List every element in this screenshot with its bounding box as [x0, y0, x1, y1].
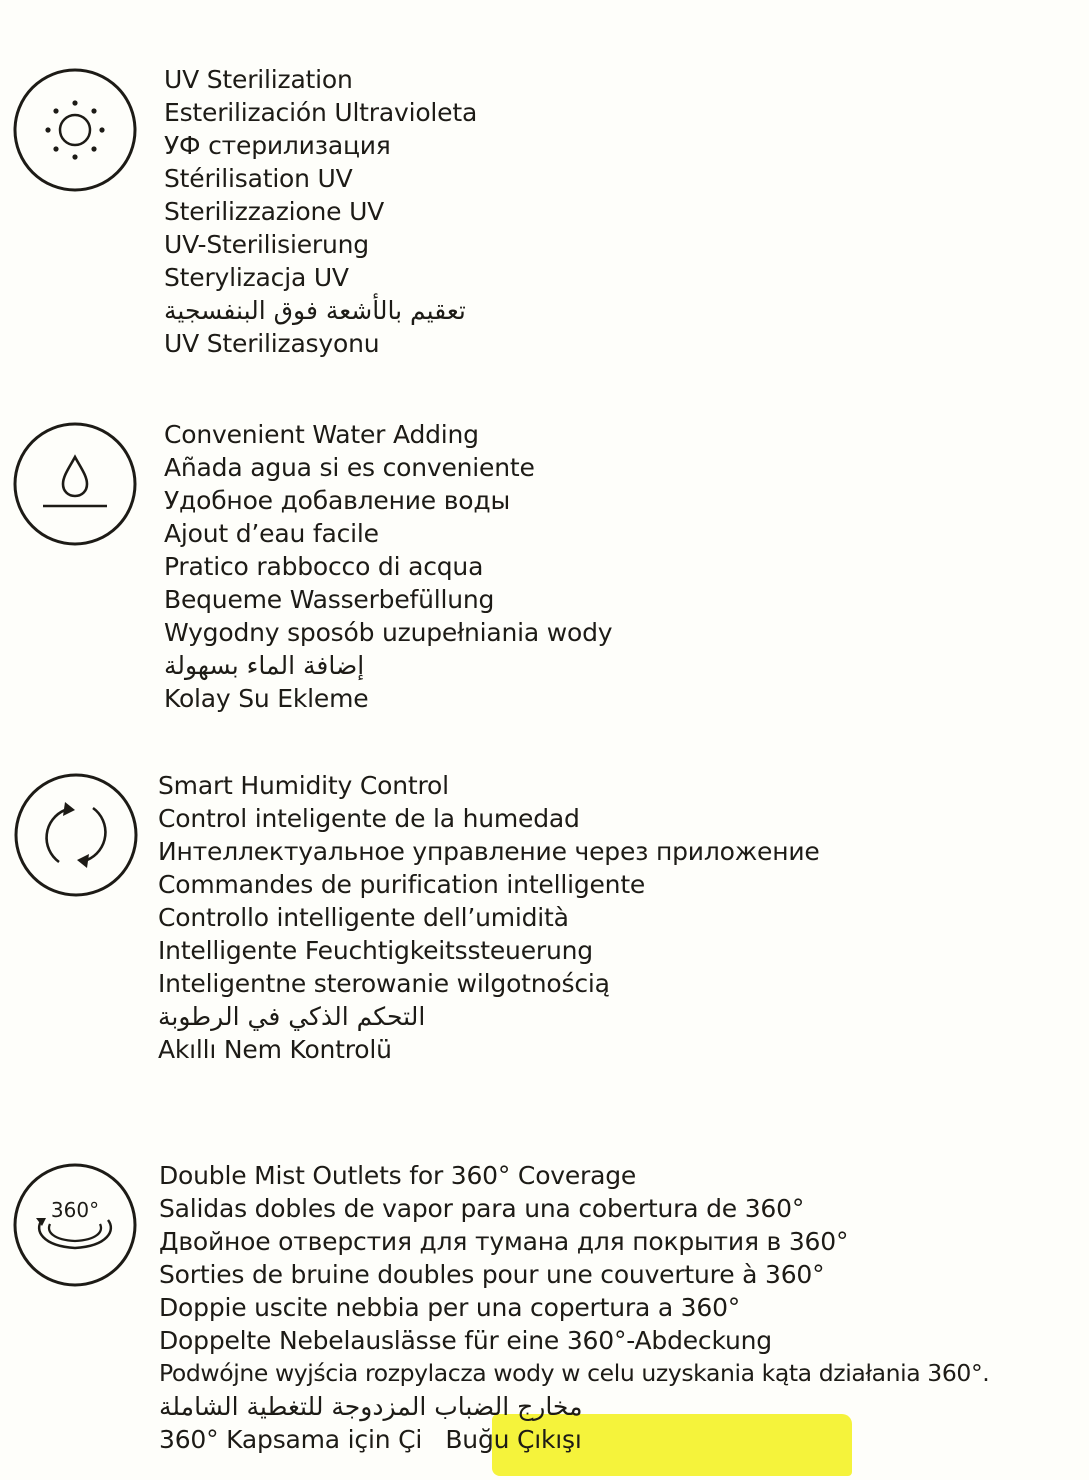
feature-line-tr: Kolay Su Ekleme	[164, 684, 369, 713]
feature-line-fr: Sorties de bruine doubles pour une couverture à 360°	[159, 1260, 825, 1289]
feature-line-ru: УФ стерилизация	[164, 131, 391, 160]
feature-line-it: Doppie uscite nebbia per una copertura a 360°	[159, 1293, 741, 1322]
feature-text-list	[159, 1159, 989, 1456]
feature-text-list	[164, 418, 612, 715]
feature-line-pl: Sterylizacja UV	[164, 263, 349, 292]
feature-line-it: Sterilizzazione UV	[164, 197, 385, 226]
feature-line-de: Intelligente Feuchtigkeitssteuerung	[158, 936, 593, 965]
feature-line-es: Salidas dobles de vapor para una cobertura de 360°	[159, 1194, 805, 1223]
feature-line-it: Pratico rabbocco di acqua	[164, 552, 484, 581]
360-coverage-icon	[12, 1162, 138, 1288]
feature-line-ru: Интеллектуальное управление через приложение	[158, 837, 820, 866]
feature-line-es: Añada agua si es conveniente	[164, 453, 535, 482]
feature-line-fr: Ajout d’eau facile	[164, 519, 379, 548]
feature-title: Convenient Water Adding	[164, 420, 479, 449]
360-icon-label: 360°	[50, 1198, 100, 1222]
feature-line-it: Controllo intelligente dell’umidità	[158, 903, 569, 932]
feature-line-es: Control inteligente de la humedad	[158, 804, 580, 833]
refresh-cycle-icon	[13, 772, 139, 898]
feature-text-list	[164, 63, 477, 360]
feature-line-de: Bequeme Wasserbefüllung	[164, 585, 495, 614]
feature-line-ar: تعقيم بالأشعة فوق البنفسجية	[164, 296, 466, 325]
feature-line-ar: إضافة الماء بسهولة	[164, 651, 365, 680]
feature-line-ru: Удобное добавление воды	[164, 486, 510, 515]
feature-line-tr: 360° Kapsama için Çi Buğu Çıkışı	[159, 1425, 582, 1454]
feature-line-pl: Podwójne wyjścia rozpylacza wody w celu uzyskania kąta działania 360°.	[159, 1359, 990, 1387]
feature-line-pl: Inteligentne sterowanie wilgotnością	[158, 969, 610, 998]
water-drop-icon	[12, 421, 138, 547]
feature-line-tr: UV Sterilizasyonu	[164, 329, 380, 358]
feature-title: Smart Humidity Control	[158, 771, 449, 800]
feature-line-fr: Stérilisation UV	[164, 164, 353, 193]
feature-line-de: UV-Sterilisierung	[164, 230, 369, 259]
feature-line-tr: Akıllı Nem Kontrolü	[158, 1035, 392, 1064]
feature-line-ar: مخارج الضباب المزدوجة للتغطية الشاملة	[159, 1392, 583, 1421]
feature-title: Double Mist Outlets for 360° Coverage	[159, 1161, 637, 1190]
feature-line-fr: Commandes de purification intelligente	[158, 870, 646, 899]
feature-line-pl: Wygodny sposób uzupełniania wody	[164, 618, 613, 647]
feature-line-ru: Двойное отверстия для тумана для покрытия в 360°	[159, 1227, 849, 1256]
feature-line-es: Esterilización Ultravioleta	[164, 98, 478, 127]
feature-line-de: Doppelte Nebelauslässe für eine 360°-Abdeckung	[159, 1326, 772, 1355]
feature-text-list	[158, 769, 820, 1066]
feature-title: UV Sterilization	[164, 65, 353, 94]
sun-icon	[12, 67, 138, 193]
feature-line-ar: التحكم الذكي في الرطوبة	[158, 1002, 426, 1031]
